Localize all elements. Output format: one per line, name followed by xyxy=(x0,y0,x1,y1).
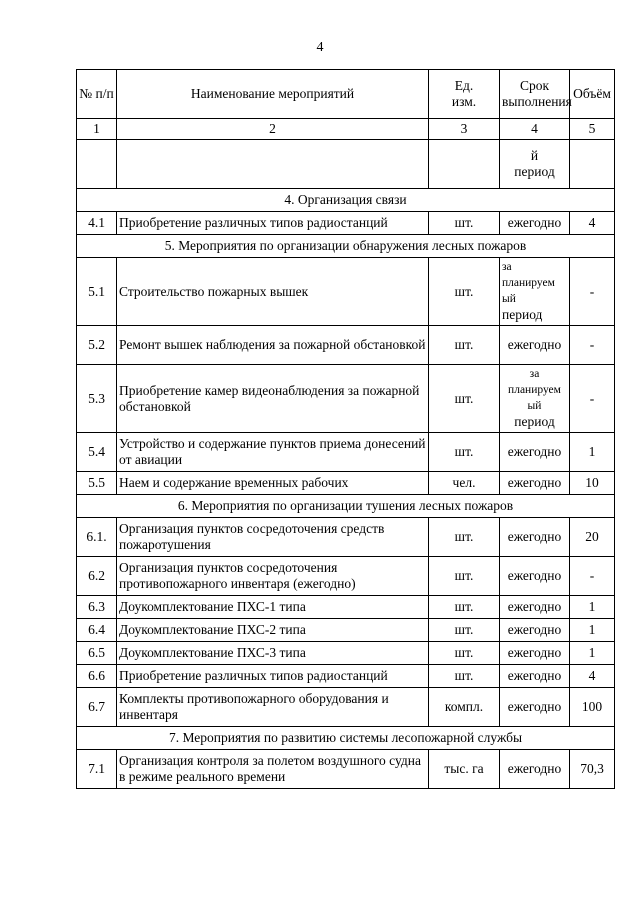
table-header-row xyxy=(77,70,615,119)
table-row: 5.1 Строительство пожарных вышек шт. за планируем ый период - xyxy=(77,258,615,326)
header-name: Наименование мероприятий xyxy=(117,70,429,119)
col-number: 2 xyxy=(117,119,429,140)
column-number-row xyxy=(77,119,615,140)
table-row: 7.1 Организация контроля за полетом воздушного судна в режиме реального времени тыс. га ежегодно 70,3 xyxy=(77,750,615,789)
continuation-term: й период xyxy=(500,140,570,189)
table-row: 5.4 Устройство и содержание пунктов приема донесений от авиации шт. ежегодно 1 xyxy=(77,433,615,472)
table-row: 6.4 Доукомплектование ПХС-2 типа шт. ежегодно 1 xyxy=(77,619,615,642)
table-row: 5.5 Наем и содержание временных рабочих чел. ежегодно 10 xyxy=(77,472,615,495)
section-heading: 6. Мероприятия по организации тушения лесных пожаров xyxy=(77,495,615,518)
planned-term: за планируем ый период xyxy=(500,365,570,433)
header-volume: Объём xyxy=(570,70,615,119)
table-row: 5.2 Ремонт вышек наблюдения за пожарной обстановкой шт. ежегодно - xyxy=(77,326,615,365)
header-num: № п/п xyxy=(77,70,117,119)
col-number: 3 xyxy=(429,119,500,140)
header-unit: Ед. изм. xyxy=(429,70,500,119)
page-number: 4 xyxy=(316,40,324,55)
table-row: 6.2 Организация пунктов сосредоточения противопожарного инвентаря (ежегодно) шт. ежегодно - xyxy=(77,557,615,596)
col-number: 4 xyxy=(500,119,570,140)
table-row: 6.3 Доукомплектование ПХС-1 типа шт. ежегодно 1 xyxy=(77,596,615,619)
table-row: 6.6 Приобретение различных типов радиостанций шт. ежегодно 4 xyxy=(77,665,615,688)
table-row: 6.7 Комплекты противопожарного оборудования и инвентаря компл. ежегодно 100 xyxy=(77,688,615,727)
continuation-row xyxy=(77,140,615,189)
table-row: 6.1. Организация пунктов сосредоточения средств пожаротушения шт. ежегодно 20 xyxy=(77,518,615,557)
header-term: Срок выполнения xyxy=(500,70,570,119)
activities-table xyxy=(76,69,615,789)
table-row: 4.1 Приобретение различных типов радиостанций шт. ежегодно 4 xyxy=(77,212,615,235)
section-heading: 5. Мероприятия по организации обнаружения лесных пожаров xyxy=(77,235,615,258)
col-number: 1 xyxy=(77,119,117,140)
table-row: 5.3 Приобретение камер видеонаблюдения за пожарной обстановкой шт. за планируем ый период - xyxy=(77,365,615,433)
col-number: 5 xyxy=(570,119,615,140)
table-row: 6.5 Доукомплектование ПХС-3 типа шт. ежегодно 1 xyxy=(77,642,615,665)
planned-term: за планируем ый период xyxy=(500,258,570,326)
section-heading: 7. Мероприятия по развитию системы лесопожарной службы xyxy=(77,727,615,750)
section-heading: 4. Организация связи xyxy=(77,189,615,212)
